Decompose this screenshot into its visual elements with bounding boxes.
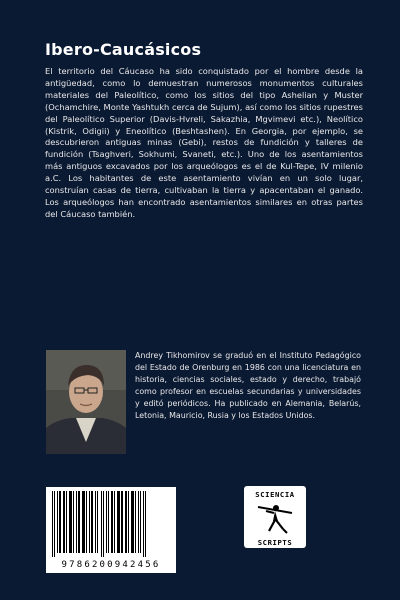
- publisher-name-line2: SCRIPTS: [257, 538, 293, 547]
- barcode-bar: [140, 491, 141, 553]
- barcode-bars: [50, 491, 172, 559]
- barcode-bar: [108, 491, 109, 553]
- barcode-bar: [54, 491, 55, 557]
- barcode-bar: [101, 491, 102, 557]
- barcode-bar: [57, 491, 58, 553]
- barcode-bar: [82, 491, 85, 553]
- publisher-logo: [244, 486, 306, 548]
- barcode-bar: [52, 491, 53, 557]
- isbn-barcode: [46, 487, 176, 573]
- barcode-bar: [117, 491, 120, 553]
- barcode-bar: [78, 491, 80, 553]
- barcode-bar: [121, 491, 123, 553]
- author-biography: Andrey Tikhomirov se graduó en el Instituto Pedagógico del Estado de Orenburg en 1986 con una licenciatura en historia, ciencias sociales, estado y derecho, trabajó como profesor en escuelas secundarias y universidades y editó periódicos. Ha publicado en Alemania, Belarús, Letonia, Mauricio, Rusia y los Estados Unidos.: [135, 351, 361, 420]
- barcode-bar: [89, 491, 90, 553]
- barcode-bar: [76, 491, 77, 553]
- barcode-bar: [125, 491, 127, 553]
- javelin-thrower-icon: [256, 499, 294, 537]
- barcode-bar: [143, 491, 144, 557]
- barcode-bar: [86, 491, 87, 553]
- barcode-bar: [114, 491, 115, 553]
- barcode-bar: [135, 491, 136, 553]
- barcode-bar: [131, 491, 134, 553]
- isbn-number: 9786200942456: [61, 560, 161, 570]
- barcode-bar: [128, 491, 129, 553]
- barcode-bar: [95, 491, 96, 553]
- barcode-bar: [73, 491, 74, 553]
- barcode-bar: [59, 491, 61, 553]
- book-title: Ibero-Caucásicos: [45, 40, 202, 59]
- barcode-bar: [111, 491, 113, 553]
- publisher-name-line1: SCIENCIA: [255, 490, 295, 499]
- barcode-bar: [63, 491, 65, 553]
- author-photo: [46, 350, 126, 454]
- barcode-bar: [69, 491, 72, 553]
- barcode-bar: [138, 491, 139, 553]
- barcode-bar: [145, 491, 146, 557]
- barcode-bar: [91, 491, 93, 553]
- book-description: El territorio del Cáucaso ha sido conquistado por el hombre desde la antigüedad, como lo demuestran numerosos monumentos culturales materiales del Paleolítico, como los sitios del tipo Ashelian y Muster (Ochamchire, Monte Yashtukh cerca de Sujum), así como los sitios rupestres del Paleolítico Superior (Davis-Hvreli, Sakazhia, Mgvimevi etc.), Neolítico (Kistrik, Odigii) y Eneolítico (Beshtashen). En Georgia, por ejemplo, se descubrieron antiguas minas (Gebi), restos de fundición y talleres de fundición (Tsaghveri, Sokhumi, Svaneti, etc.). Uno de los asentamientos más antiguos excavados por los arqueólogos es el de Kul-Tepe, IV milenio a.C. Los habitantes de este asentamiento vivían en un solo lugar, construían casas de tierra, cultivaban la tierra y apacentaban el ganado. Los arqueólogos han encontrado asentamientos similares en otras partes del Cáucaso también.: [45, 66, 363, 219]
- barcode-bar: [66, 491, 67, 553]
- barcode-bar: [97, 491, 98, 553]
- barcode-bar: [103, 491, 104, 557]
- barcode-bar: [106, 491, 107, 553]
